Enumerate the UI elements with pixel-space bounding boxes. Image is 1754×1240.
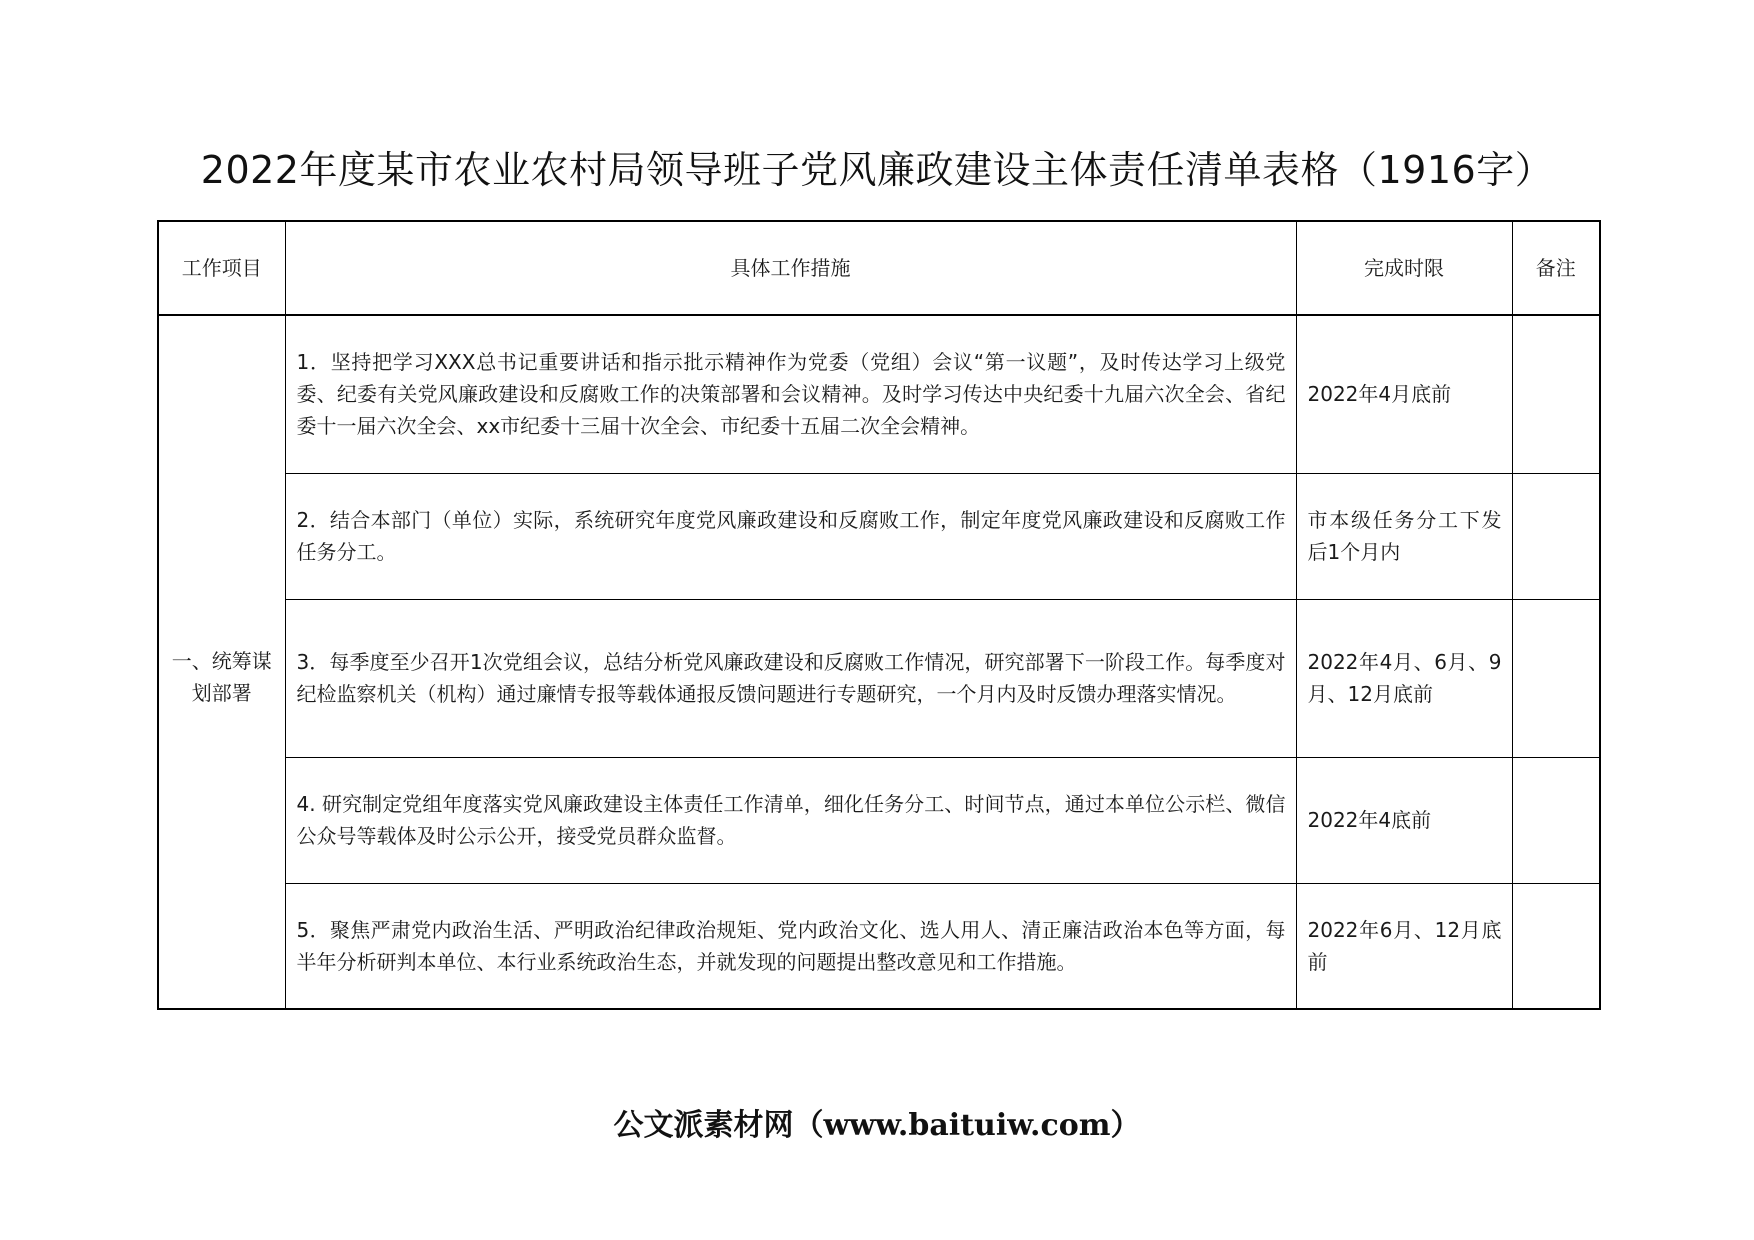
deadline-cell: 2022年6月、12月底前: [1296, 883, 1512, 1009]
remarks-cell: [1512, 315, 1600, 473]
table-row: [158, 883, 1600, 1009]
deadline-cell: 2022年4月、6月、9月、12月底前: [1296, 599, 1512, 757]
footer-source-text: 公文派素材网（www.baituiw.com）: [613, 1108, 1141, 1143]
work-item-cell: 一、统筹谋划部署: [158, 315, 285, 1009]
deadline-cell: 2022年4月底前: [1296, 315, 1512, 473]
header-measures: 具体工作措施: [285, 221, 1296, 315]
remarks-cell: [1512, 599, 1600, 757]
table-row: [158, 315, 1600, 473]
measure-cell: 3．每季度至少召开1次党组会议，总结分析党风廉政建设和反腐败工作情况，研究部署下一阶段工作。每季度对纪检监察机关（机构）通过廉情专报等载体通报反馈问题进行专题研究，一个月内及时反馈办理落实情况。: [285, 599, 1296, 757]
table-row: [158, 599, 1600, 757]
responsibility-table: [157, 220, 1601, 1010]
header-deadline: 完成时限: [1296, 221, 1512, 315]
page-title: 2022年度某市农业农村局领导班子党风廉政建设主体责任清单表格（1916字）: [200, 148, 1554, 192]
table-row: [158, 757, 1600, 883]
measure-cell: 1．坚持把学习XXX总书记重要讲话和指示批示精神作为党委（党组）会议“第一议题”，及时传达学习上级党委、纪委有关党风廉政建设和反腐败工作的决策部署和会议精神。及时学习传达中央纪委十九届六次全会、省纪委十一届六次全会、xx市纪委十三届十次全会、市纪委十五届二次全会精神。: [285, 315, 1296, 473]
deadline-cell: 市本级任务分工下发后1个月内: [1296, 473, 1512, 599]
measure-cell: 4. 研究制定党组年度落实党风廉政建设主体责任工作清单，细化任务分工、时间节点，通过本单位公示栏、微信公众号等载体及时公示公开，接受党员群众监督。: [285, 757, 1296, 883]
measure-cell: 2．结合本部门（单位）实际，系统研究年度党风廉政建设和反腐败工作，制定年度党风廉政建设和反腐败工作任务分工。: [285, 473, 1296, 599]
table-header-row: [158, 221, 1600, 315]
deadline-cell: 2022年4底前: [1296, 757, 1512, 883]
measure-cell: 5．聚焦严肃党内政治生活、严明政治纪律政治规矩、党内政治文化、选人用人、清正廉洁政治本色等方面，每半年分析研判本单位、本行业系统政治生态，并就发现的问题提出整改意见和工作措施。: [285, 883, 1296, 1009]
header-work-item: 工作项目: [158, 221, 285, 315]
table-row: [158, 473, 1600, 599]
remarks-cell: [1512, 473, 1600, 599]
remarks-cell: [1512, 883, 1600, 1009]
header-remarks: 备注: [1512, 221, 1600, 315]
remarks-cell: [1512, 757, 1600, 883]
